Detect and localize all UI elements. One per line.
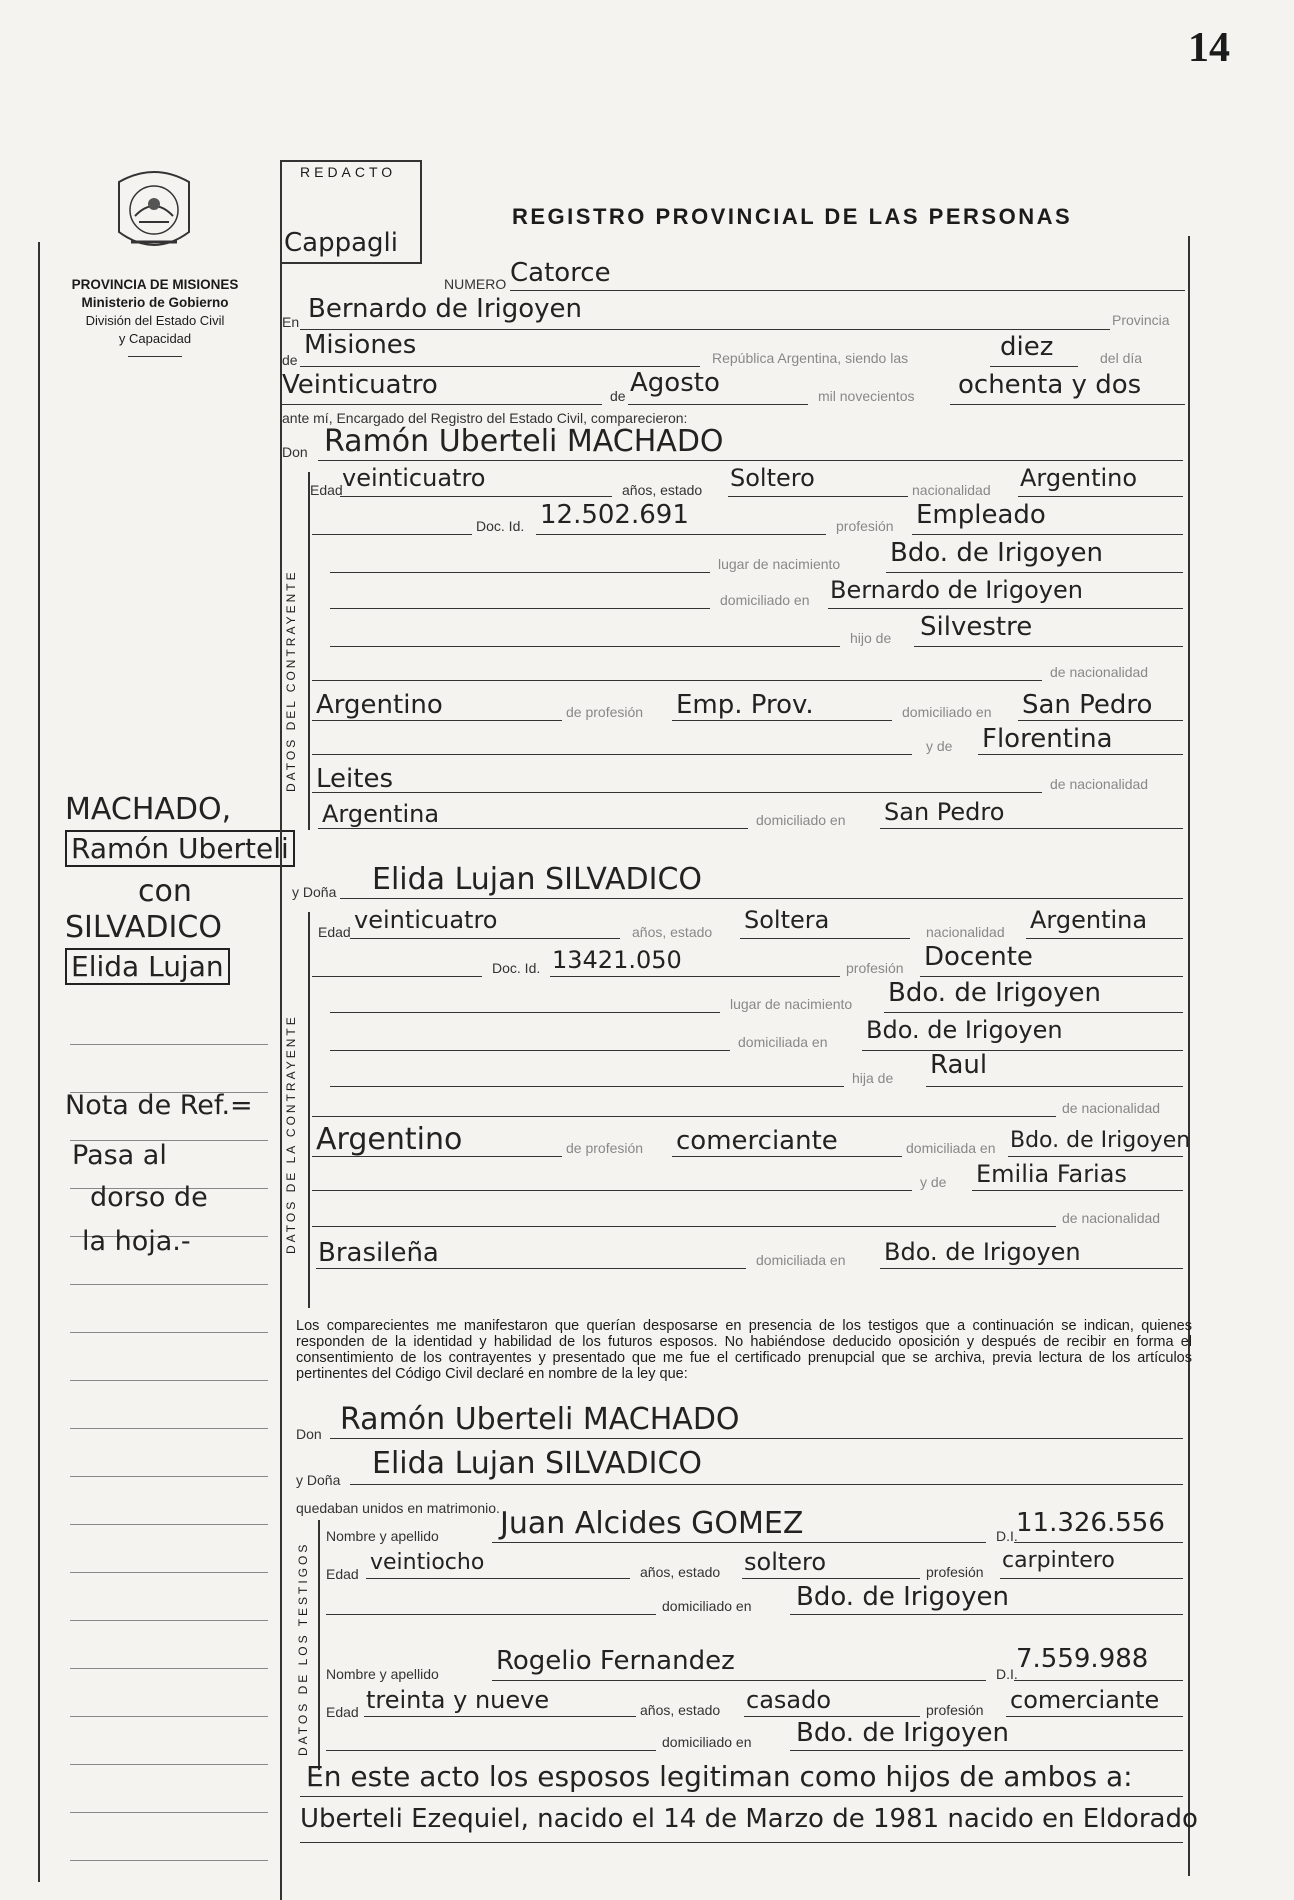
rule <box>1014 1542 1183 1543</box>
rule <box>1014 1680 1183 1681</box>
t2-edad-label: Edad <box>326 1704 359 1720</box>
f-de-nac2-label: de nacionalidad <box>1062 1210 1161 1226</box>
de-mes-label: de <box>610 388 626 404</box>
c-profesion-value: Empleado <box>916 500 1046 530</box>
f-de-prof-label: de profesión <box>566 1140 644 1156</box>
rule <box>312 1156 562 1157</box>
margin-note-line-1: Nota de Ref.= <box>65 1090 253 1121</box>
rule <box>1000 1578 1183 1579</box>
margin-rule <box>70 1476 268 1477</box>
margin-rule <box>70 1044 268 1045</box>
c-lugar-value: Bdo. de Irigoyen <box>890 538 1103 568</box>
rule <box>312 1190 912 1191</box>
mil-label: mil novecientos <box>818 388 915 404</box>
en-label: En <box>282 314 300 330</box>
c-edad-value: veinticuatro <box>342 464 486 492</box>
c-padre-prof-value: Emp. Prov. <box>676 690 814 720</box>
c-padre-dom-value: San Pedro <box>1022 690 1153 720</box>
rule <box>728 496 908 497</box>
f-estado-value: Soltera <box>744 906 830 934</box>
c-nacionalidad-value: Argentino <box>1020 464 1138 492</box>
final-note-line-1: En este acto los esposos legitiman como hijos de ambos a: <box>306 1760 1133 1793</box>
rule <box>282 404 602 405</box>
c-de-prof-label: de profesión <box>566 704 644 720</box>
t2-estado-value: casado <box>746 1686 832 1714</box>
don-value: Ramón Uberteli MACHADO <box>324 424 724 459</box>
don-label: Don <box>282 444 308 460</box>
c-dom-label: domiciliado en <box>902 704 992 720</box>
margin-rule <box>70 1428 268 1429</box>
c-doc-value: 12.502.691 <box>540 500 689 530</box>
f-padre-value: Raul <box>930 1050 988 1080</box>
f-dom-label: domiciliada en <box>906 1140 996 1156</box>
rule <box>1018 496 1183 497</box>
rule <box>312 720 562 721</box>
rule <box>312 976 482 977</box>
rule <box>926 1086 1183 1087</box>
rule <box>312 534 472 535</box>
c-madre-dom-value: San Pedro <box>884 798 1005 826</box>
rule <box>300 1842 1183 1843</box>
rule <box>318 460 1183 461</box>
t2-nombre-label: Nombre y apellido <box>326 1666 439 1682</box>
t2-domicilio-label: domiciliado en <box>662 1734 752 1750</box>
t1-di-label: D.I. <box>996 1528 1018 1544</box>
rule <box>920 976 1183 977</box>
f-profesion-label: profesión <box>846 960 904 976</box>
c-nacionalidad-label: nacionalidad <box>912 482 991 498</box>
c-de-nac2-label: de nacionalidad <box>1050 776 1149 792</box>
c-doc-label: Doc. Id. <box>476 518 525 534</box>
t1-profesion-value: carpintero <box>1002 1548 1115 1573</box>
rule <box>330 572 710 573</box>
c-estado-value: Soltero <box>730 464 815 492</box>
rule <box>914 646 1183 647</box>
rule <box>1026 938 1183 939</box>
margin-rule <box>70 1332 268 1333</box>
f-lugar-label: lugar de nacimiento <box>730 996 853 1012</box>
rule <box>326 1750 656 1751</box>
f-madre-dom-value: Bdo. de Irigoyen <box>884 1238 1081 1266</box>
decl-dona-value: Elida Lujan SILVADICO <box>372 1446 702 1481</box>
t1-edad-value: veintiocho <box>370 1550 485 1575</box>
f-nacionalidad-value: Argentina <box>1030 906 1148 934</box>
t1-profesion-label: profesión <box>926 1564 984 1580</box>
c-anos-label: años, estado <box>622 482 703 498</box>
c-profesion-label: profesión <box>836 518 894 534</box>
rule <box>330 646 840 647</box>
t2-domicilio-value: Bdo. de Irigoyen <box>796 1718 1009 1748</box>
c-padre-value: Silvestre <box>920 612 1033 642</box>
f-hija-label: hija de <box>852 1070 894 1086</box>
rule <box>880 1268 1183 1269</box>
page-number: 14 <box>1188 25 1230 71</box>
c-y-de-label: y de <box>926 738 953 754</box>
margin-surname-2: SILVADICO <box>65 910 222 945</box>
rule <box>672 720 892 721</box>
rule <box>312 754 912 755</box>
margin-rule <box>70 1572 268 1573</box>
de-value: Misiones <box>304 330 417 360</box>
margin-note-line-3: dorso de <box>90 1182 208 1213</box>
rule <box>366 1578 630 1579</box>
decl-dona-label: y Doña <box>296 1472 341 1488</box>
margin-rule <box>70 1668 268 1669</box>
rule <box>350 1484 1183 1485</box>
c-madre-apellido: Leites <box>316 764 393 794</box>
rule <box>312 792 1042 793</box>
f-edad-value: veinticuatro <box>354 906 498 934</box>
rule <box>972 1190 1183 1191</box>
f-nacionalidad-label: nacionalidad <box>926 924 1005 940</box>
f-padre-prof-value: comerciante <box>676 1126 838 1156</box>
decl-don-label: Don <box>296 1426 322 1442</box>
rule <box>1018 720 1183 721</box>
dona-label: y Doña <box>292 884 337 900</box>
rule <box>492 1680 986 1681</box>
provincia-label: Provincia <box>1112 312 1170 328</box>
rule <box>510 290 1185 291</box>
t1-domicilio-value: Bdo. de Irigoyen <box>796 1582 1009 1612</box>
rule <box>312 1116 1056 1117</box>
hora-value: diez <box>1000 332 1054 362</box>
c-madre-nac-value: Argentina <box>322 800 440 828</box>
f-y-de-label: y de <box>920 1174 947 1190</box>
rule <box>884 1012 1183 1013</box>
rule <box>828 608 1183 609</box>
del-dia-label: del día <box>1100 350 1143 366</box>
republica-label: República Argentina, siendo las <box>712 350 909 366</box>
rule <box>912 534 1183 535</box>
rule <box>340 898 1183 899</box>
rule <box>300 329 1110 330</box>
rule <box>978 754 1183 755</box>
t2-edad-value: treinta y nueve <box>366 1686 550 1714</box>
dona-value: Elida Lujan SILVADICO <box>372 862 702 897</box>
margin-rule <box>70 1524 268 1525</box>
decl-don-value: Ramón Uberteli MACHADO <box>340 1402 740 1437</box>
margin-con: con <box>138 874 192 909</box>
rule <box>330 1012 720 1013</box>
margin-given-name: Ramón Uberteli <box>65 830 295 867</box>
f-doc-label: Doc. Id. <box>492 960 541 976</box>
rule <box>536 534 826 535</box>
rule <box>364 1716 636 1717</box>
c-madre-value: Florentina <box>982 724 1113 754</box>
quedaban-text: quedaban unidos en matrimonio. <box>296 1500 500 1516</box>
rule <box>316 1268 746 1269</box>
margin-rule <box>70 1716 268 1717</box>
page-title: REGISTRO PROVINCIAL DE LAS PERSONAS <box>512 204 1073 229</box>
margin-rule <box>70 1284 268 1285</box>
c-de-nac-label: de nacionalidad <box>1050 664 1149 680</box>
f-domicilio-value: Bdo. de Irigoyen <box>866 1016 1063 1044</box>
rule <box>312 1226 1056 1227</box>
rule <box>740 938 910 939</box>
rule <box>300 366 700 367</box>
rule <box>312 680 1042 681</box>
de-label: de <box>282 352 298 368</box>
rule <box>330 1050 730 1051</box>
margin-given-name-2: Elida Lujan <box>65 948 230 985</box>
numero-label: NUMERO <box>444 276 507 292</box>
rule <box>790 1750 1183 1751</box>
rule <box>1006 1716 1183 1717</box>
rule <box>330 1438 1183 1439</box>
rule <box>744 1716 920 1717</box>
rule <box>950 404 1185 405</box>
rule <box>330 608 710 609</box>
margin-rule <box>70 1764 268 1765</box>
f-padre-dom-value: Bdo. de Irigoyen <box>1010 1128 1191 1153</box>
numero-value: Catorce <box>510 258 611 288</box>
rule <box>550 976 840 977</box>
f-madre-dom-label: domiciliada en <box>756 1252 846 1268</box>
t1-edad-label: Edad <box>326 1566 359 1582</box>
final-note-line-2: Uberteli Ezequiel, nacido el 14 de Marzo de 1981 nacido en Eldorado <box>300 1804 1198 1834</box>
rule <box>990 366 1078 367</box>
rule <box>886 572 1183 573</box>
contrayente-section-label: DATOS DEL CONTRAYENTE <box>284 569 298 792</box>
en-value: Bernardo de Irigoyen <box>308 294 583 324</box>
c-hijo-label: hijo de <box>850 630 892 646</box>
rule <box>340 496 612 497</box>
institution-ministry: Ministerio de Gobierno <box>81 295 229 310</box>
f-lugar-value: Bdo. de Irigoyen <box>888 978 1101 1008</box>
rule <box>1008 1156 1183 1157</box>
rule <box>326 1614 656 1615</box>
margin-note-line-2: Pasa al <box>72 1140 167 1171</box>
t1-estado-value: soltero <box>744 1548 827 1576</box>
f-edad-label: Edad <box>318 924 351 940</box>
redacto-value: Cappagli <box>284 228 398 258</box>
margin-rule <box>70 1860 268 1861</box>
anio-value: ochenta y dos <box>958 370 1142 400</box>
mes-value: Agosto <box>630 368 720 398</box>
margin-rule <box>70 1812 268 1813</box>
c-madre-dom-label: domiciliado en <box>756 812 846 828</box>
redacto-label: REDACTO <box>300 164 397 180</box>
t2-di-label: D.I. <box>996 1666 1018 1682</box>
f-madre-nac-value: Brasileña <box>318 1238 439 1268</box>
margin-column <box>38 242 270 1882</box>
t1-domicilio-label: domiciliado en <box>662 1598 752 1614</box>
rule <box>318 828 748 829</box>
institution-division: División del Estado Civil <box>85 313 225 328</box>
f-profesion-value: Docente <box>924 942 1033 972</box>
c-edad-label: Edad <box>310 482 343 498</box>
margin-rule <box>70 1380 268 1381</box>
c-lugar-label: lugar de nacimiento <box>718 556 841 572</box>
c-padre-nac-value: Argentino <box>316 690 443 720</box>
t2-profesion-label: profesión <box>926 1702 984 1718</box>
institution-capacity: y Capacidad <box>118 331 192 346</box>
rule <box>628 404 808 405</box>
rule <box>492 1542 986 1543</box>
margin-rule <box>70 1620 268 1621</box>
t2-nombre-value: Rogelio Fernandez <box>496 1646 735 1676</box>
rule <box>350 938 620 939</box>
t1-anos-label: años, estado <box>640 1564 721 1580</box>
f-anos-label: años, estado <box>632 924 713 940</box>
rule <box>862 1050 1183 1051</box>
f-doc-value: 13421.050 <box>552 946 682 974</box>
margin-note-line-4: la hoja.- <box>82 1226 191 1257</box>
rule <box>742 1578 920 1579</box>
rule <box>790 1614 1183 1615</box>
rule <box>672 1156 902 1157</box>
contrayente-f-section-label: DATOS DE LA CONTRAYENTE <box>284 1014 298 1254</box>
f-madre-value: Emilia Farias <box>976 1160 1127 1188</box>
rule <box>330 1086 844 1087</box>
testigos-section-label: DATOS DE LOS TESTIGOS <box>296 1541 310 1756</box>
ante-text: ante mí, Encargado del Registro del Estado Civil, comparecieron: <box>282 410 688 426</box>
dia-value: Veinticuatro <box>282 370 438 400</box>
t1-di-value: 11.326.556 <box>1016 1508 1165 1538</box>
t2-di-value: 7.559.988 <box>1016 1644 1149 1674</box>
f-de-nac-label: de nacionalidad <box>1062 1100 1161 1116</box>
declaration-paragraph: Los comparecientes me manifestaron que querían desposarse en presencia de los testigos que a continuación se indican, quienes responden de la identidad y habilidad de los futuros esposos. No habiéndose deducido oposición y después de recibir en forma el consentimiento de los contrayentes y presentado que me fue el certificado prenupcial que se archiva, previa lectura de los artículos pertinentes del Código Civil declaré en nombre de la ley que: <box>296 1318 1192 1382</box>
institution-province: PROVINCIA DE MISIONES <box>71 277 239 292</box>
c-domicilio-label: domiciliado en <box>720 592 810 608</box>
margin-surname: MACHADO, <box>65 792 232 827</box>
f-padre-nac-value: Argentino <box>316 1122 463 1157</box>
c-domicilio-value: Bernardo de Irigoyen <box>830 576 1083 604</box>
rule <box>880 828 1183 829</box>
rule <box>300 1796 1183 1797</box>
t2-anos-label: años, estado <box>640 1702 721 1718</box>
t1-nombre-value: Juan Alcides GOMEZ <box>500 1506 804 1541</box>
t1-nombre-label: Nombre y apellido <box>326 1528 439 1544</box>
t2-profesion-value: comerciante <box>1010 1686 1160 1714</box>
f-domicilio-label: domiciliada en <box>738 1034 828 1050</box>
